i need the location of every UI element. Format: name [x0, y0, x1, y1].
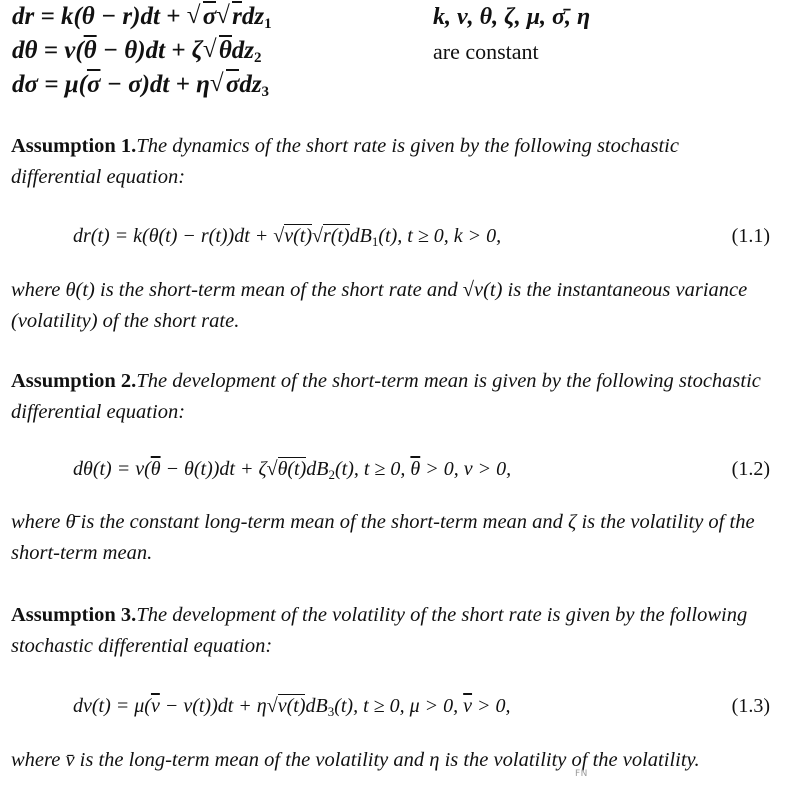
assumption-1-where: where θ(t) is the short-term mean of the short rate and √v(t) is the instantaneous variance (volatility) of the short rate.	[11, 279, 748, 332]
eq3-sub: 3	[261, 84, 270, 100]
assumption-2-heading: Assumption 2.	[11, 370, 137, 392]
eq1-sub: 1	[264, 16, 272, 32]
eq1-rhs: = k(θ − r)dt +	[40, 3, 181, 30]
system-eq-2	[12, 34, 272, 68]
eq12-a: dθ(t) = ν(	[73, 458, 151, 480]
eq11-c: (t), t ≥ 0, k > 0,	[378, 225, 502, 247]
eq1-tail: dz	[241, 3, 265, 30]
eq1-sqrt-r	[218, 0, 242, 34]
eq2-sub: 2	[254, 50, 262, 66]
assumption-2-where: where θ̄ is the constant long-term mean of the short-term mean and ζ is the volatility of the short-term mean.	[11, 511, 755, 564]
eq12-e: > 0, ν > 0,	[420, 458, 512, 480]
assumption-2-text: The development of the short-term mean is given by the following stochastic differential equation:	[11, 370, 761, 423]
eq13-e: > 0,	[472, 695, 511, 717]
assumption-3-text: The development of the volatility of the short rate is given by the following stochastic differential equation:	[11, 604, 748, 657]
assumption-3-where: where v̄ is the long-term mean of the volatility and η is the volatility of the volatility.	[11, 749, 700, 771]
eq12-c: dB	[306, 458, 329, 480]
assumption-3	[11, 600, 771, 662]
eq3-bar: $\overline{\sigma}$	[86, 71, 101, 98]
eq11-sub: 1	[371, 234, 379, 249]
eq12-bar2: $\overline{\theta}$	[410, 458, 421, 480]
eq12-root: θ(t)	[277, 458, 307, 480]
eq2-rhs-a: = ν(	[43, 37, 84, 64]
eq2-tail: dz	[231, 37, 255, 64]
eq1-root1: σ	[202, 3, 217, 30]
eq13-root: v(t)	[277, 695, 306, 717]
eq3-tail: dz	[239, 71, 262, 98]
eq11-b: dB	[349, 225, 372, 247]
system-eq-3	[12, 68, 272, 102]
eq12-b: − θ(t))dt + ζ	[160, 458, 267, 480]
constant-symbols: k, ν, θ, ζ, μ, σ̄, η	[433, 4, 591, 30]
eq2-rhs-b: − θ)dt + ζ	[96, 37, 203, 64]
eq12-bar: $\overline{\theta}$	[150, 458, 161, 480]
eq11-root1: v(t)	[284, 225, 313, 247]
assumption-1-heading: Assumption 1.	[11, 135, 137, 157]
eq12-sub: 2	[328, 467, 335, 482]
eq2-lhs: dθ	[12, 37, 38, 64]
eq13-bar2: $\overline{v}$	[463, 695, 473, 717]
equation-1-3: $dv(t) = \mu(\overline{v} - v(t))dt + \eta√v(t)dB_3(t)$, t ≥ 0, μ > 0, $\overline{v} > 0$, (1.3)	[73, 692, 770, 726]
system-eq-1	[12, 0, 272, 34]
equation-number-1-3: (1.3)	[731, 695, 770, 717]
eq3-rhs-b: − σ)dt + η	[100, 71, 210, 98]
eq2-bar: $\overline{\theta}$	[83, 37, 97, 64]
assumption-3-heading: Assumption 3.	[11, 604, 137, 626]
eq3-rhs-a: = μ(	[44, 71, 87, 98]
eq2-sqrt	[205, 34, 232, 68]
eq1-root2: r	[232, 3, 242, 30]
eq13-sub: 3	[327, 704, 335, 719]
eq13-d: (t), t ≥ 0, μ > 0,	[334, 695, 464, 717]
eq1-lhs: dr	[12, 3, 35, 30]
eq11-root2: r(t)	[323, 225, 350, 247]
equation-number-1-1: (1.1)	[731, 225, 770, 247]
equation-number-1-2: (1.2)	[731, 458, 770, 480]
eq3-root: σ	[225, 71, 240, 98]
constants-note	[433, 0, 590, 69]
watermark: FN	[575, 769, 588, 779]
constant-text: are constant	[433, 39, 539, 64]
sde-system	[12, 0, 272, 102]
assumption-1-text: The dynamics of the short rate is given by the following stochastic differential equation:	[11, 135, 679, 188]
equation-1-1: $dr(t) = k(\theta(t) - r(t))dt + √v(t)√r(t)dB_1(t)$, t ≥ 0, k > 0, (1.1)	[73, 222, 770, 256]
eq13-b: − v(t))dt + η	[159, 695, 267, 717]
equation-1-2: $d\theta(t) = \nu(\overline{\theta} - \theta(t))dt + \zeta√\theta(t)dB_2(t)$, t ≥ 0, $\overline{\theta} > 0$, ν > 0, (1.2)	[73, 455, 770, 489]
assumption-2	[11, 366, 771, 428]
eq3-lhs: dσ	[12, 71, 38, 98]
eq13-bar: $\overline{v}$	[150, 695, 160, 717]
eq13-a: dv(t) = μ(	[73, 695, 151, 717]
eq1-sqrt-sigma	[189, 0, 216, 34]
eq12-d: (t), t ≥ 0,	[334, 458, 411, 480]
eq3-sqrt	[212, 68, 239, 102]
assumption-1	[11, 131, 771, 193]
eq2-root: θ	[218, 37, 232, 64]
eq13-c: dB	[305, 695, 328, 717]
eq11-a: dr(t) = k(θ(t) − r(t))dt +	[73, 225, 274, 247]
